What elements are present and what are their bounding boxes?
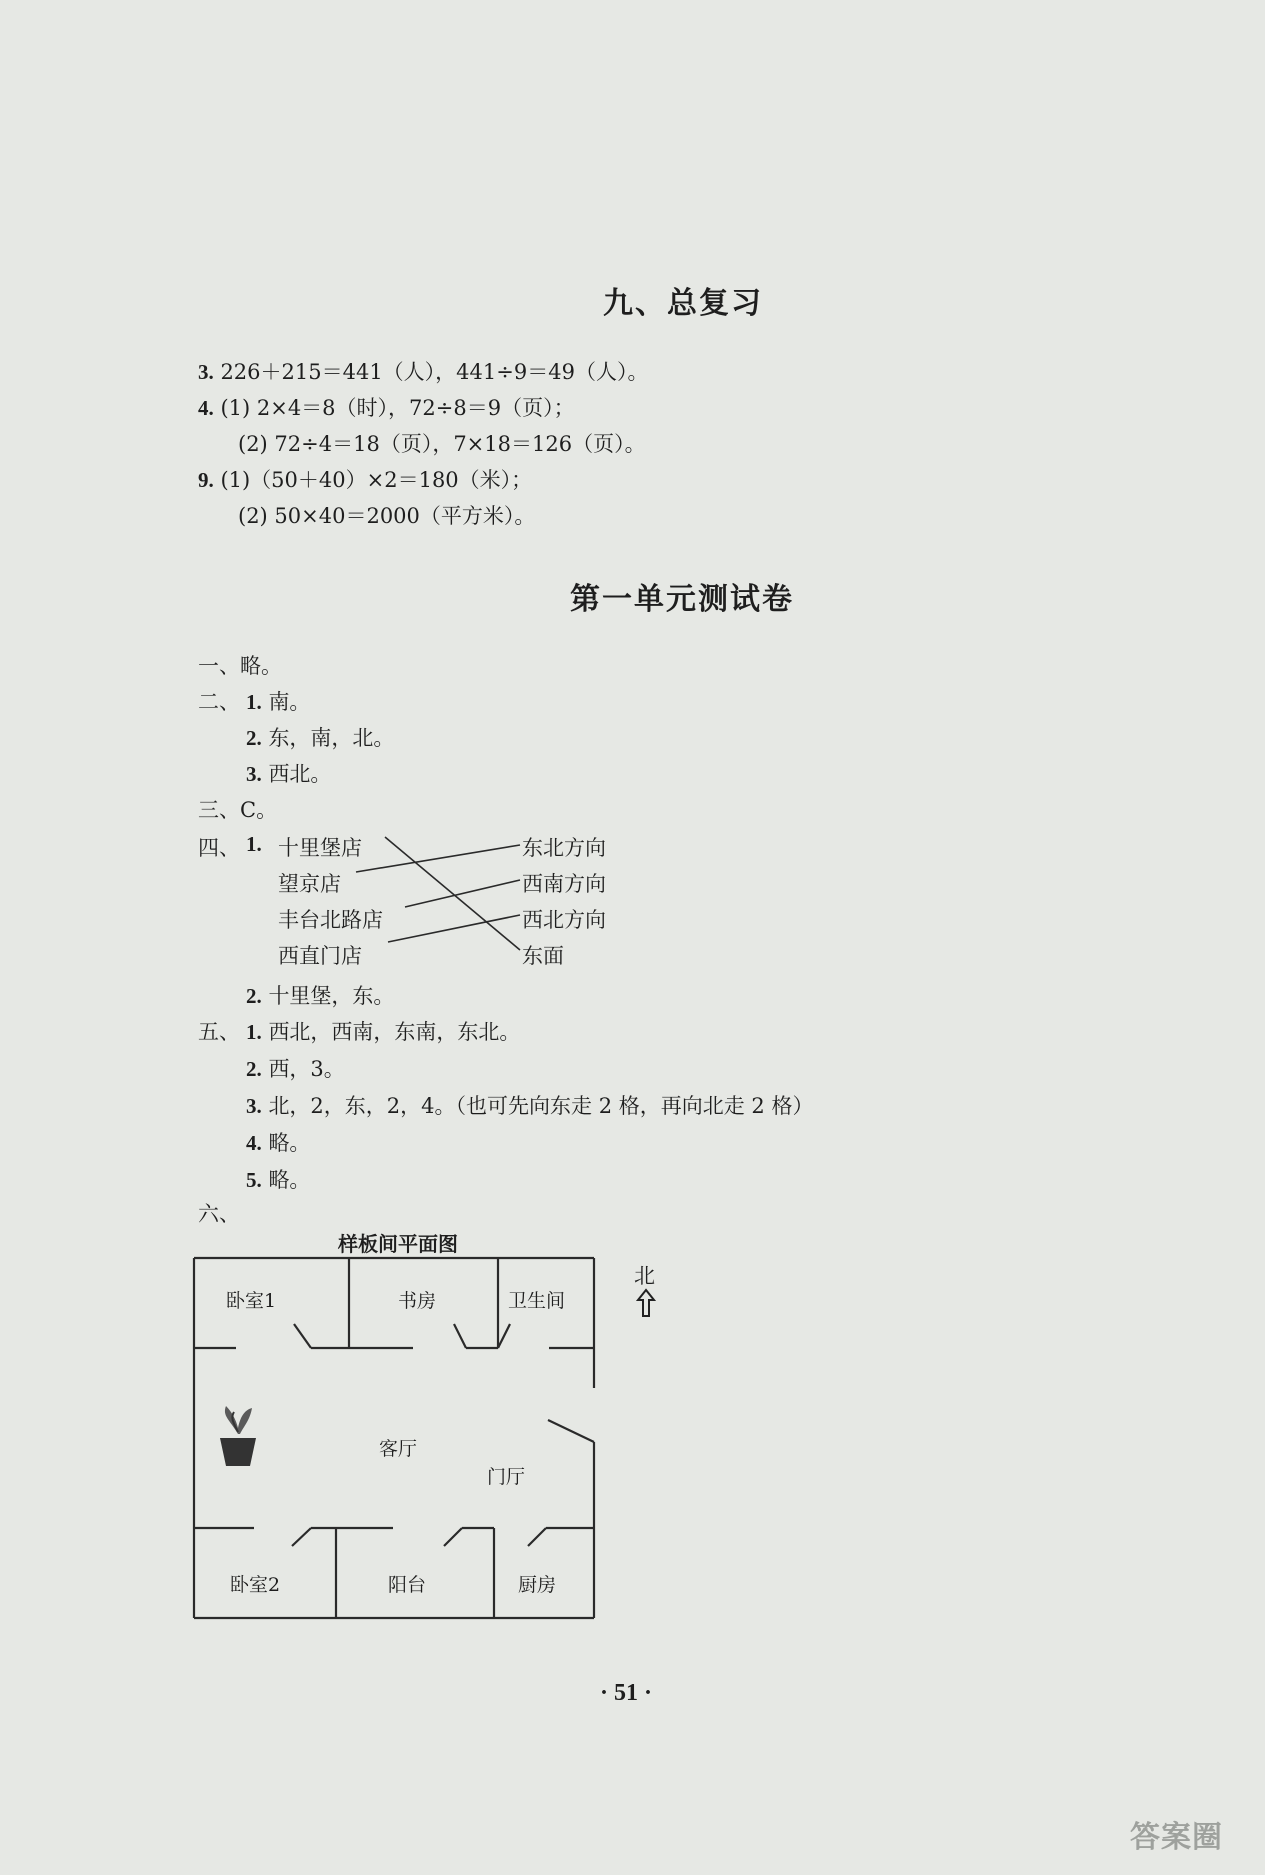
- store-name: 丰台北路店: [278, 908, 383, 932]
- store-name: 西直门店: [278, 944, 362, 968]
- direction-label: 西南方向: [522, 872, 606, 896]
- question-5-item: 1. 西北，西南，东南，东北。: [246, 1020, 521, 1044]
- answer-line: 3. 226＋215＝441（人），441÷9＝49（人）。: [198, 360, 649, 384]
- direction-label: 东面: [522, 944, 564, 968]
- answer-line: (2) 50×40＝2000（平方米）。: [238, 504, 536, 528]
- watermark-logo: 答案圈: [1130, 1820, 1223, 1855]
- question-3: 三、C。: [198, 798, 278, 822]
- direction-label: 西北方向: [522, 908, 606, 932]
- question-5-label: 五、: [198, 1020, 240, 1044]
- question-5-item: 5. 略。: [246, 1168, 311, 1192]
- room-study: 书房: [398, 1290, 437, 1312]
- match-line: [385, 837, 520, 950]
- question-2-label: 二、: [198, 690, 240, 714]
- room-bedroom-2: 卧室2: [230, 1574, 281, 1596]
- question-5-item: 2. 西，3。: [246, 1057, 345, 1081]
- room-balcony: 阳台: [388, 1574, 427, 1596]
- question-5-item: 4. 略。: [246, 1131, 311, 1155]
- store-name: 十里堡店: [278, 836, 362, 860]
- room-bedroom-1: 卧室1: [226, 1290, 277, 1312]
- question-6-label: 六、: [198, 1202, 240, 1226]
- match-line: [405, 880, 520, 907]
- potted-plant-icon: [216, 1398, 260, 1468]
- match-line: [388, 915, 520, 942]
- store-name: 望京店: [278, 872, 341, 896]
- question-2-item: 2. 东，南，北。: [246, 726, 395, 750]
- answer-line: 4. (1) 2×4＝8（时），72÷8＝9（页）；: [198, 396, 575, 420]
- question-2-item: 3. 西北。: [246, 762, 332, 786]
- section-title-unit-test: 第一单元测试卷: [570, 582, 794, 617]
- question-5-item: 3. 北，2，东，2，4。（也可先向东走 2 格，再向北走 2 格）: [246, 1094, 814, 1118]
- question-2-item: 1. 南。: [246, 690, 311, 714]
- page-number: · 51 ·: [600, 1680, 653, 1706]
- north-label: 北: [634, 1264, 655, 1288]
- room-living: 客厅: [379, 1438, 418, 1460]
- section-title-review: 九、总复习: [603, 286, 763, 321]
- answer-line: 9. (1)（50＋40）×2＝180（米）；: [198, 468, 533, 492]
- question-4-label: 四、: [198, 836, 240, 860]
- room-foyer: 门厅: [487, 1466, 526, 1488]
- room-kitchen: 厨房: [518, 1574, 557, 1596]
- north-arrow-icon: [634, 1288, 658, 1318]
- question-4-item-number: 1.: [246, 832, 262, 856]
- match-line: [356, 845, 520, 872]
- room-bathroom: 卫生间: [508, 1290, 566, 1312]
- question-1: 一、略。: [198, 654, 282, 678]
- question-4-item: 2. 十里堡，东。: [246, 984, 395, 1008]
- direction-label: 东北方向: [522, 836, 606, 860]
- floorplan-title: 样板间平面图: [338, 1232, 458, 1256]
- answer-line: (2) 72÷4＝18（页），7×18＝126（页）。: [238, 432, 646, 456]
